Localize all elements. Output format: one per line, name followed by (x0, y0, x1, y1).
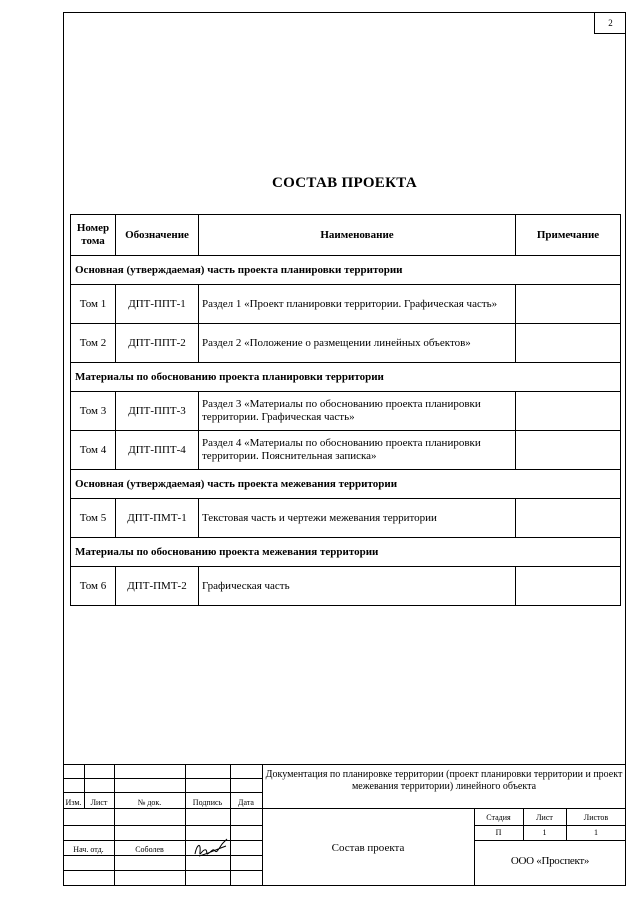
sheet-name: Состав проекта (331, 842, 405, 854)
document-title: Документация по планировке территории (проект планировки территории и проект межевания территории) линейного объекта (265, 769, 623, 792)
header-note: Примечание (516, 215, 621, 256)
note-cell (516, 392, 621, 431)
sheet-label: Лист (536, 813, 553, 822)
section-row (71, 470, 621, 499)
table-body (71, 256, 621, 606)
section-row (71, 363, 621, 392)
composition-table (70, 214, 621, 606)
note-cell (516, 324, 621, 363)
page-number: 2 (594, 12, 626, 34)
volume-cell: Том 5 (71, 499, 116, 538)
note-cell (516, 567, 621, 606)
table-row (71, 392, 621, 431)
col-docno-label: № док. (137, 798, 162, 807)
section-title: Основная (утверждаемая) часть проекта межевания территории (71, 470, 621, 499)
table-row (71, 499, 621, 538)
table-header-row (71, 215, 621, 256)
name-cell: Раздел 1 «Проект планировки территории. Графическая часть» (199, 285, 516, 324)
sheets-label: Листов (583, 813, 609, 822)
signature-icon (193, 834, 229, 862)
note-cell (516, 285, 621, 324)
designation-cell: ДПТ-ППТ-4 (116, 431, 199, 470)
stage-value: П (495, 828, 502, 837)
table-row (71, 431, 621, 470)
volume-cell: Том 4 (71, 431, 116, 470)
designation-cell: ДПТ-ППТ-1 (116, 285, 199, 324)
volume-cell: Том 6 (71, 567, 116, 606)
designation-cell: ДПТ-ППТ-3 (116, 392, 199, 431)
page-title: СОСТАВ ПРОЕКТА (272, 175, 417, 191)
section-title: Материалы по обоснованию проекта планировки территории (71, 363, 621, 392)
section-row (71, 538, 621, 567)
note-cell (516, 431, 621, 470)
note-cell (516, 499, 621, 538)
name-cell: Текстовая часть и чертежи межевания территории (199, 499, 516, 538)
col-sheet-label: Лист (90, 798, 108, 807)
table-row (71, 324, 621, 363)
designation-cell: ДПТ-ПМТ-2 (116, 567, 199, 606)
section-row (71, 256, 621, 285)
col-date-label: Дата (238, 798, 254, 807)
header-name: Наименование (199, 215, 516, 256)
stage-label: Стадия (486, 813, 511, 822)
name-cell: Графическая часть (199, 567, 516, 606)
name-cell: Раздел 3 «Материалы по обоснованию проекта планировки территории. Графическая часть» (199, 392, 516, 431)
sheets-value: 1 (594, 828, 598, 837)
role-label: Нач. отд. (73, 845, 104, 854)
table-row (71, 285, 621, 324)
volume-cell: Том 1 (71, 285, 116, 324)
volume-cell: Том 3 (71, 392, 116, 431)
designation-cell: ДПТ-ПМТ-1 (116, 499, 199, 538)
name-cell: Раздел 4 «Материалы по обоснованию проекта планировки территории. Пояснительная записка» (199, 431, 516, 470)
title-block (63, 764, 626, 886)
name-cell: Раздел 2 «Положение о размещении линейных объектов» (199, 324, 516, 363)
company-name: ООО «Проспект» (510, 855, 590, 867)
volume-cell: Том 2 (71, 324, 116, 363)
section-title: Материалы по обоснованию проекта межевания территории (71, 538, 621, 567)
col-signature-label: Подпись (192, 798, 223, 807)
person-name: Соболев (135, 845, 164, 854)
header-volume: Номер тома (71, 215, 116, 256)
designation-cell: ДПТ-ППТ-2 (116, 324, 199, 363)
header-designation: Обозначение (116, 215, 199, 256)
section-title: Основная (утверждаемая) часть проекта планировки территории (71, 256, 621, 285)
sheet-value: 1 (542, 828, 547, 837)
table-row (71, 567, 621, 606)
col-change-label: Изм. (65, 798, 82, 807)
